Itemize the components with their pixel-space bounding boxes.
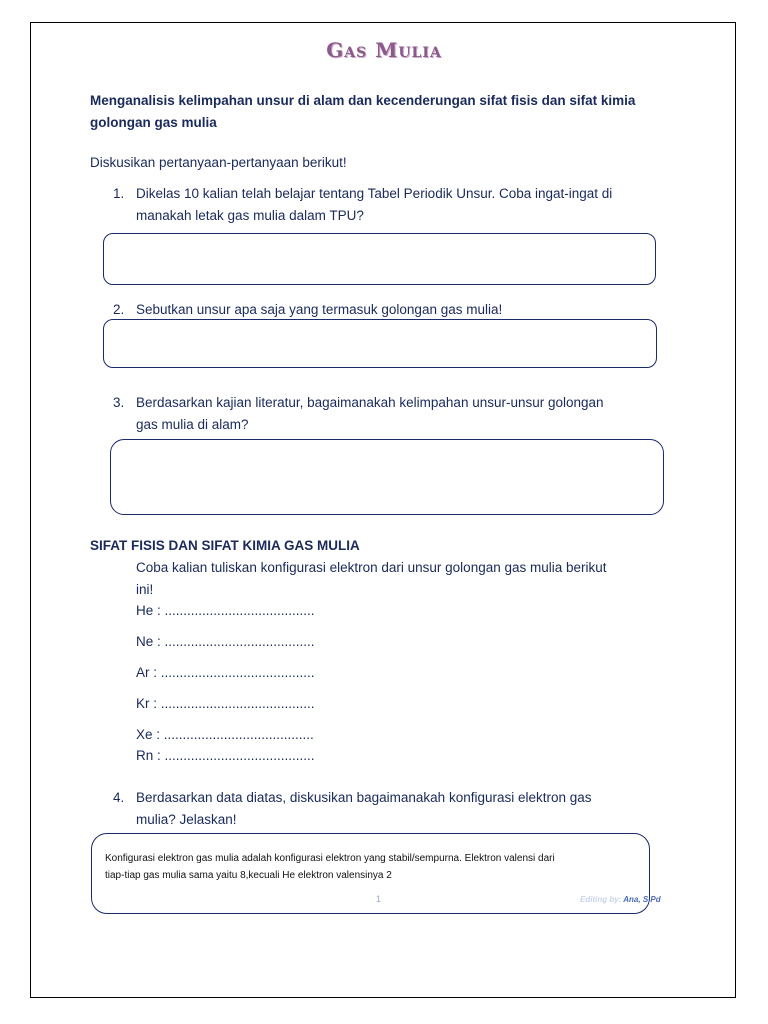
answer-box-3[interactable] [110, 439, 664, 515]
element-xe[interactable]: Xe : ........................................ [136, 727, 314, 742]
question-1-line1: Dikelas 10 kalian telah belajar tentang Tabel Periodik Unsur. Coba ingat-ingat di [136, 186, 613, 201]
page-number: 1 [376, 894, 382, 904]
objective-text: Menganalisis kelimpahan unsur di alam dan kecenderungan sifat fisis dan sifat kimia golongan gas mulia [90, 93, 636, 130]
question-3-line2: gas mulia di alam? [136, 417, 249, 432]
answer-box-1[interactable] [103, 233, 656, 285]
question-3-line1: Berdasarkan kajian literatur, bagaimanakah kelimpahan unsur-unsur golongan [136, 395, 604, 410]
editing-credit [580, 895, 661, 904]
editing-name: Ana, S.Pd [623, 895, 661, 904]
question-2-number: 2. [113, 302, 125, 317]
instruction-text: Diskusikan pertanyaan-pertanyaan berikut! [90, 155, 347, 170]
editing-prefix: Editing by: [580, 895, 624, 904]
answer-4-line2: tiap-tiap gas mulia sama yaitu 8,kecuali He elektron valensinya 2 [105, 870, 392, 881]
question-1-number: 1. [113, 186, 125, 201]
element-rn[interactable]: Rn : ........................................ [136, 748, 315, 763]
question-1-line2: manakah letak gas mulia dalam TPU? [136, 208, 364, 223]
element-ne[interactable]: Ne : ........................................ [136, 634, 315, 649]
question-3-number: 3. [113, 395, 125, 410]
element-kr[interactable]: Kr : ......................................... [136, 696, 315, 711]
answer-4-line1: Konfigurasi elektron gas mulia adalah konfigurasi elektron yang stabil/sempurna. Elektron valensi dari [105, 853, 555, 864]
element-ar[interactable]: Ar : ......................................... [136, 665, 315, 680]
config-instruction-line1: Coba kalian tuliskan konfigurasi elektron dari unsur golongan gas mulia berikut [136, 560, 607, 575]
question-4-number: 4. [113, 790, 125, 805]
config-instruction-line2: ini! [136, 582, 154, 597]
section-heading: SIFAT FISIS DAN SIFAT KIMIA GAS MULIA [90, 538, 360, 553]
answer-box-2[interactable] [103, 319, 657, 368]
question-4-line1: Berdasarkan data diatas, diskusikan bagaimanakah konfigurasi elektron gas [136, 790, 592, 805]
element-he[interactable]: He : ........................................ [136, 603, 315, 618]
answer-4-text [105, 850, 645, 884]
question-4-line2: mulia? Jelaskan! [136, 812, 237, 827]
page-title: Gas Mulia [326, 38, 442, 62]
question-2-line1: Sebutkan unsur apa saja yang termasuk golongan gas mulia! [136, 302, 503, 317]
